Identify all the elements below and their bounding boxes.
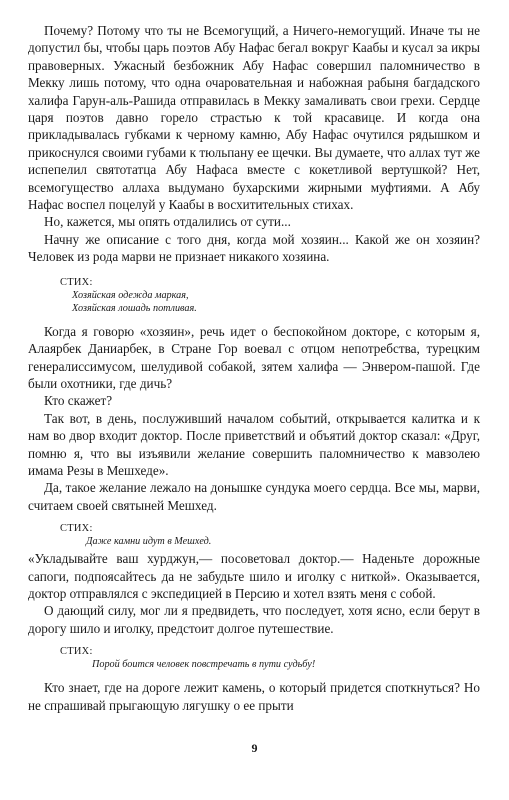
verse-line: Порой боится человек повстречать в пути судьбу! [92, 659, 316, 671]
verse-lines [86, 535, 480, 548]
paragraph: О дающий силу, мог ли я предвидеть, что последует, хотя ясно, если берут в дорогу шило и иголку, предстоит долгое путешествие. [28, 603, 480, 636]
verse-lines [72, 289, 480, 315]
verse-block [28, 276, 480, 315]
verse-line: Даже камни идут в Мешхед. [86, 536, 212, 548]
verse-line: Хозяйская лошадь потливая. [72, 302, 197, 314]
verse-label: СТИХ: [60, 276, 93, 288]
verse-label: СТИХ: [60, 523, 93, 535]
paragraph: «Укладывайте ваш хурджун,— посоветовал доктор.— Наденьте дорожные сапоги, подпоясайтесь да не забудьте шило и иголку с ниткой». Оказывается, доктор отправлялся с экспедицией в Персию и хотел взять меня с собой. [28, 551, 480, 601]
paragraph: Но, кажется, мы опять отдалились от сути... [44, 214, 291, 230]
verse-block [28, 645, 480, 671]
paragraph: Так вот, в день, послуживший началом событий, открывается калитка и к нам во двор входит доктор. После приветствий и объятий доктор сказал: «Друг, помню я, что вы изъявили желание совершить паломничество к мавзолею имама Резы в Мешхеде». [28, 410, 480, 478]
verse-block [28, 522, 480, 548]
page-number: 9 [251, 741, 258, 755]
verse-label: СТИХ: [60, 646, 93, 658]
paragraph: Когда я говорю «хозяин», речь идет о беспокойном докторе, с которым я, Алаярбек Даниарбек, в Стране Гор воевал с отцом непотребства, турецким генералиссимусом, шелудивой собакой, зятем халифа — Энвером-пашой. Где были охотники, где дичь? [28, 323, 480, 391]
paragraph: Начну же описание с того дня, когда мой хозяин... Какой же он хозяин? Человек из рода марви не признает никакого хозяина. [28, 231, 480, 265]
book-page [28, 22, 480, 714]
paragraph: Да, такое желание лежало на донышке сундука моего сердца. Все мы, марви, считаем своей святыней Мешхед. [28, 480, 480, 513]
paragraph: Кто скажет? [44, 393, 113, 409]
verse-lines [92, 658, 480, 671]
paragraph: Почему? Потому что ты не Всемогущий, а Ничего-немогущий. Иначе ты не допустил бы, чтобы царь поэтов Абу Нафас бегал вокруг Каабы и кусал за икры правоверных. Ужасный безбожник Абу Нафас совершил паломничество в Мекку лишь потому, что одна очаровательная и набожная рабыня багдадского халифа Гарун-аль-Рашида отправилась в Мекку замаливать свои грехи. Сердце царя поэтов давно горело страстью к той красавице. И когда она прикладывалась губками к черному камню, Абу Нафас очутился рядышком и прикоснулся своими губами к тюльпану ее щечки. Вы думаете, что аллах тут же испепелил святотатца Абу Нафаса вместе с кокетливой вертушкой? Нет, всемогущество аллаха выдумано бухарскими жирными муфтиями. А Абу Нафас воспел поцелуй у Каабы в восхитительных стихах. [28, 23, 480, 213]
verse-line: Хозяйская одежда маркая, [72, 289, 189, 301]
paragraph: Кто знает, где на дороге лежит камень, о который придется споткнуться? Но не спрашивай прыгающую лягушку о ее прыти [28, 680, 480, 713]
